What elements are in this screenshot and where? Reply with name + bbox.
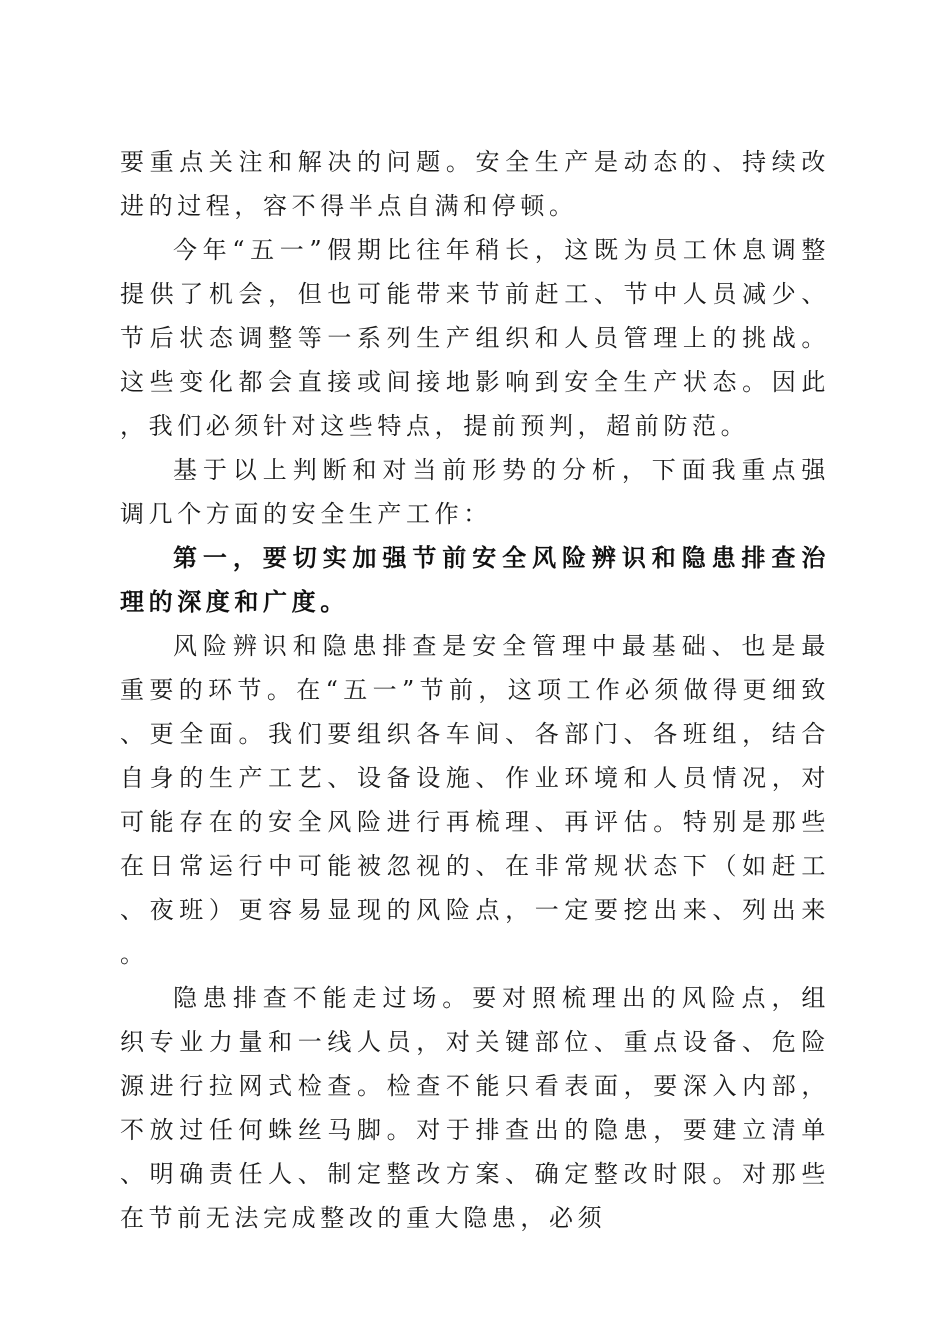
document-body xyxy=(120,140,830,1240)
paragraph-risk-identification: 风险辨识和隐患排查是安全管理中最基础、也是最重要的环节。在“五一”节前，这项工作必须做得更细致、更全面。我们要组织各车间、各部门、各班组，结合自身的生产工艺、设备设施、作业环境和人员情况，对可能存在的安全风险进行再梳理、再评估。特别是那些在日常运行中可能被忽视的、在非常规状态下（如赶工、夜班）更容易显现的风险点，一定要挖出来、列出来。 xyxy=(120,632,830,968)
paragraph-intro-priorities: 基于以上判断和对当前形势的分析，下面我重点强调几个方面的安全生产工作： xyxy=(120,456,830,528)
paragraph-hazard-inspection: 隐患排查不能走过场。要对照梳理出的风险点，组织专业力量和一线人员，对关键部位、重点设备、危险源进行拉网式检查。检查不能只看表面，要深入内部，不放过任何蛛丝马脚。对于排查出的隐患，要建立清单、明确责任人、制定整改方案、确定整改时限。对那些在节前无法完成整改的重大隐患，必须 xyxy=(120,984,830,1232)
paragraph-continuation: 要重点关注和解决的问题。安全生产是动态的、持续改进的过程，容不得半点自满和停顿。 xyxy=(120,148,830,220)
section-heading-first: 第一，要切实加强节前安全风险辨识和隐患排查治理的深度和广度。 xyxy=(120,544,830,616)
paragraph-holiday-challenges: 今年“五一”假期比往年稍长，这既为员工休息调整提供了机会，但也可能带来节前赶工、节中人员减少、节后状态调整等一系列生产组织和人员管理上的挑战。这些变化都会直接或间接地影响到安全生产状态。因此，我们必须针对这些特点，提前预判，超前防范。 xyxy=(120,236,830,440)
